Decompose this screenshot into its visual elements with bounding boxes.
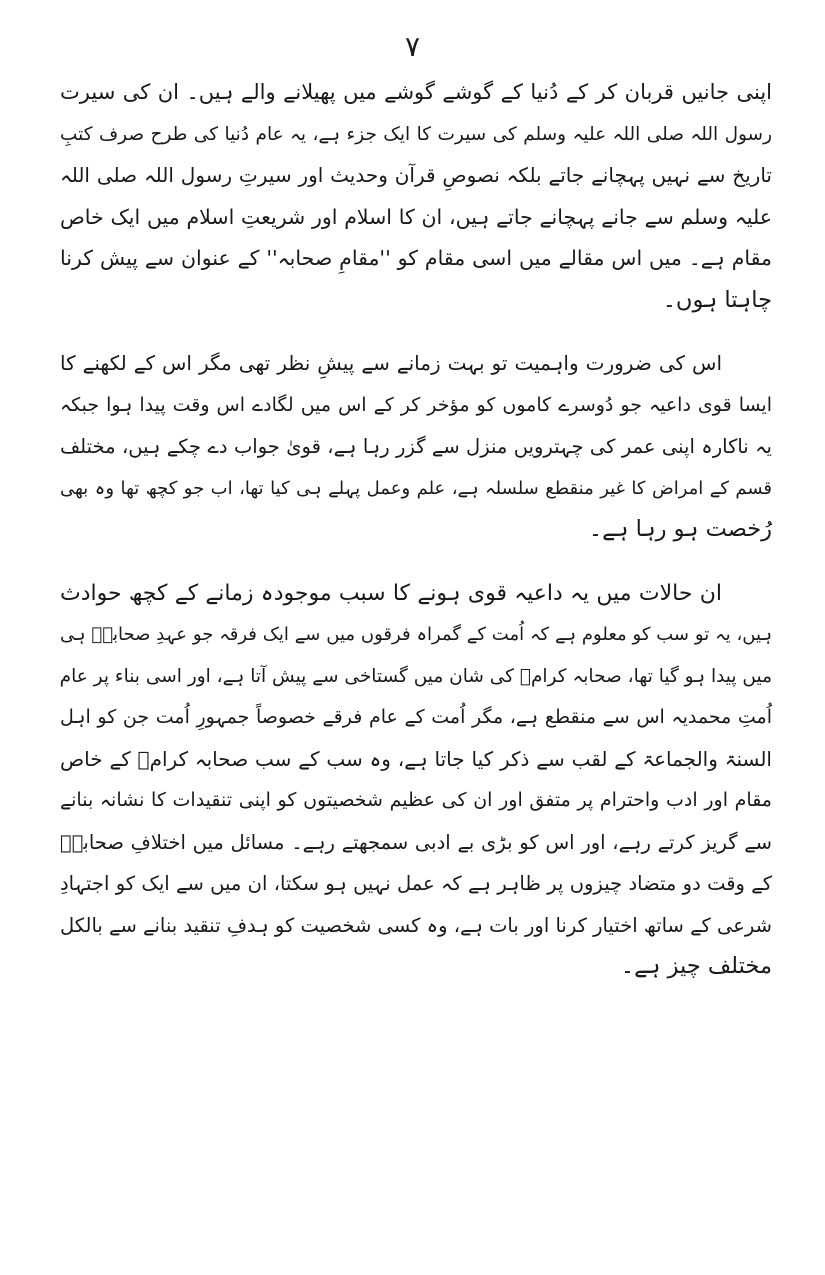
text-line: کے وقت دو متضاد چیزوں پر ظاہر ہے کہ عمل نہیں ہو سکتا، ان میں سے ایک کو اجتہادِ bbox=[60, 872, 772, 895]
paragraph-1 bbox=[60, 72, 772, 321]
text-line: ہیں، یہ تو سب کو معلوم ہے کہ اُمت کے گمراہ فرقوں میں سے ایک فرقہ جو عہدِ صحابہؓ ہی bbox=[60, 624, 772, 645]
paragraph-spacer bbox=[60, 551, 772, 573]
text-line: شرعی کے ساتھ اختیار کرنا اور بات ہے، وہ کسی شخصیت کو ہدفِ تنقید بنانے سے بالکل bbox=[60, 913, 772, 937]
text-line: مقام اور ادب واحترام پر متفق اور ان کی عظیم شخصیتوں کو اپنی تنقیدات کا نشانہ بنانے bbox=[60, 789, 772, 811]
text-line: علیہ وسلم سے جانے پہچانے جاتے ہیں، ان کا اسلام اور شریعتِ اسلام میں ایک خاص bbox=[60, 204, 772, 229]
text-line: سے گریز کرتے رہے، اور اس کو بڑی بے ادبی سمجھتے رہے۔ مسائل میں اختلافِ صحابہؓ bbox=[60, 830, 772, 854]
paragraph-3 bbox=[60, 573, 772, 988]
text-line: اُمتِ محمدیہ اس سے منقطع ہے، مگر اُمت کے عام فرقے خصوصاً جمہورِ اُمت جن کو اہل bbox=[60, 706, 772, 728]
text-line: السنۃ والجماعۃ کے لقب سے ذکر کیا جاتا ہے، وہ سب کے سب صحابہ کرامؓ کے خاص bbox=[60, 746, 772, 771]
text-line: اپنی جانیں قربان کر کے دُنیا کے گوشے گوشے میں پھیلانے والے ہیں۔ ان کی سیرت bbox=[60, 80, 772, 104]
text-line: رسول اللہ صلی اللہ علیہ وسلم کی سیرت کا ایک جزء ہے، یہ عام دُنیا کی طرح صرف کتبِ bbox=[60, 123, 772, 145]
text-line: اس کی ضرورت واہمیت تو بہت زمانے سے پیشِ نظر تھی مگر اس کے لکھنے کا bbox=[60, 351, 722, 375]
text-line: مقام ہے۔ میں اس مقالے میں اسی مقام کو ''مقامِ صحابہ'' کے عنوان سے پیش کرنا bbox=[60, 246, 772, 270]
text-line: تاریخ سے نہیں پہچانے جاتے بلکہ نصوصِ قرآن وحدیث اور سیرتِ رسول اللہ صلی اللہ bbox=[60, 163, 772, 187]
page-body bbox=[60, 72, 772, 988]
text-line: رُخصت ہو رہا ہے۔ bbox=[588, 516, 772, 542]
text-line: میں پیدا ہو گیا تھا، صحابہ کرامؓ کی شان میں گستاخی سے پیش آتا ہے، اور اسی بناء پر عام bbox=[59, 665, 772, 687]
paragraph-spacer bbox=[60, 321, 772, 343]
page-number: ۷ bbox=[404, 30, 421, 63]
paragraph-2 bbox=[60, 343, 772, 551]
text-line: ایسا قوی داعیہ جو دُوسرے کاموں کو مؤخر کر کے اس میں لگادے اس وقت پیدا ہوا جبکہ bbox=[60, 393, 772, 416]
text-line: ان حالات میں یہ داعیہ قوی ہونے کا سبب موجودہ زمانے کے کچھ حوادث bbox=[60, 580, 722, 606]
text-line: مختلف چیز ہے۔ bbox=[620, 953, 772, 979]
text-line: قسم کے امراض کا غیر منقطع سلسلہ ہے، علم وعمل پہلے ہی کیا تھا، اب جو کچھ تھا وہ بھی bbox=[60, 477, 772, 499]
text-line: چاہتا ہوں۔ bbox=[662, 286, 772, 313]
text-line: یہ ناکارہ اپنی عمر کی چہترویں منزل سے گزر رہا ہے، قویٰ جواب دے چکے ہیں، مختلف bbox=[60, 435, 772, 458]
